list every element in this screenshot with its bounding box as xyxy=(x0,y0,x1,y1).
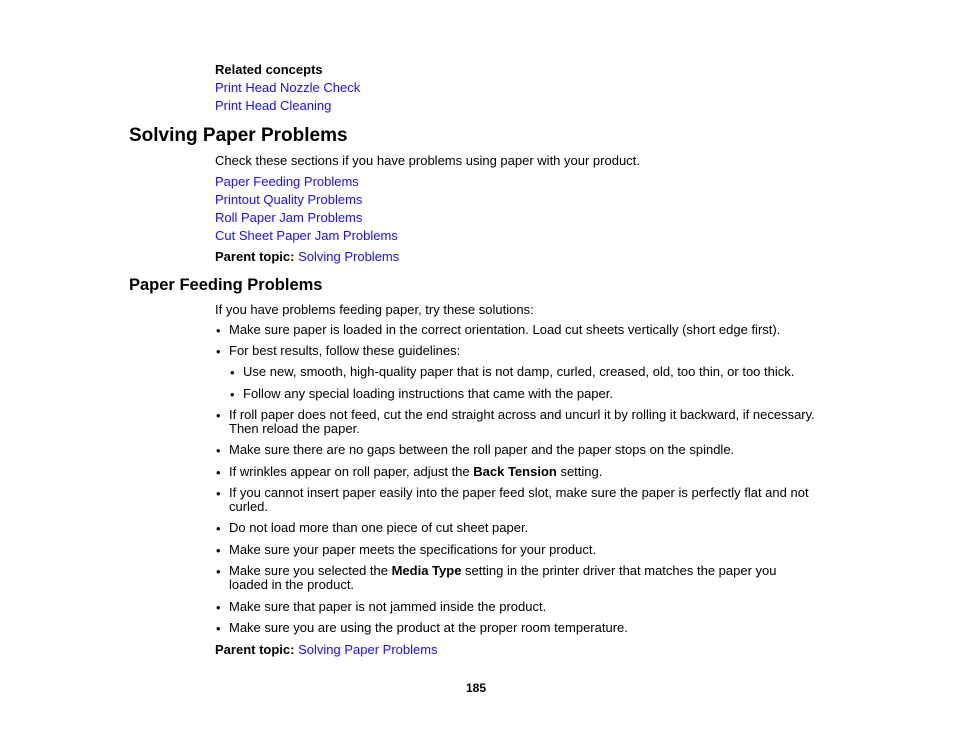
list-item-text: If wrinkles appear on roll paper, adjust the xyxy=(229,464,474,479)
link-print-head-cleaning[interactable]: Print Head Cleaning xyxy=(215,98,332,113)
parent-topic-label: Parent topic: xyxy=(215,249,295,264)
back-tension-term: Back Tension xyxy=(473,464,557,479)
list-item: If you cannot insert paper easily into the paper feed slot, make sure the paper is perfectly flat and not curled. xyxy=(229,485,809,514)
section1-parent-topic xyxy=(215,249,399,264)
bullet-marker: • xyxy=(216,408,221,423)
section2-parent-topic xyxy=(215,642,438,657)
list-item-text: setting in the printer driver that matches the paper you loaded in the product. xyxy=(229,563,777,592)
sub-list-item: Follow any special loading instructions that came with the paper. xyxy=(243,386,613,401)
section-title-paper-feeding-problems: Paper Feeding Problems xyxy=(129,276,323,294)
section2-intro: If you have problems feeding paper, try these solutions: xyxy=(215,302,534,317)
bullet-marker: • xyxy=(216,486,221,501)
bullet-marker: • xyxy=(216,600,221,615)
page-number: 185 xyxy=(466,681,487,695)
bullet-marker: • xyxy=(216,443,221,458)
list-item: Make sure your paper meets the specifications for your product. xyxy=(229,542,597,557)
section-title-solving-paper-problems: Solving Paper Problems xyxy=(129,125,348,146)
list-item: If roll paper does not feed, cut the end straight across and uncurl it by rolling it backward, if necessary. Then reload the paper. xyxy=(229,407,815,436)
link-print-head-nozzle-check[interactable]: Print Head Nozzle Check xyxy=(215,80,361,95)
list-item xyxy=(229,465,829,479)
bullet-marker: • xyxy=(216,621,221,636)
sub-list-item: Use new, smooth, high-quality paper that is not damp, curled, creased, old, too thin, or too thick. xyxy=(243,364,795,379)
list-item: Do not load more than one piece of cut sheet paper. xyxy=(229,520,529,535)
bullet-marker: • xyxy=(216,344,221,359)
sub-bullet-marker: • xyxy=(230,387,235,402)
list-item-text: setting. xyxy=(556,464,603,479)
list-item: For best results, follow these guidelines: xyxy=(229,343,461,358)
media-type-term: Media Type xyxy=(391,563,462,578)
link-solving-paper-problems[interactable]: Solving Paper Problems xyxy=(298,642,438,657)
parent-topic-label: Parent topic: xyxy=(215,642,295,657)
link-printout-quality-problems[interactable]: Printout Quality Problems xyxy=(215,192,363,207)
list-item: Make sure that paper is not jammed inside the product. xyxy=(229,599,547,614)
bullet-marker: • xyxy=(216,465,221,480)
related-concepts-heading: Related concepts xyxy=(215,62,323,77)
link-paper-feeding-problems[interactable]: Paper Feeding Problems xyxy=(215,174,359,189)
bullet-marker: • xyxy=(216,543,221,558)
sub-bullet-marker: • xyxy=(230,365,235,380)
link-solving-problems[interactable]: Solving Problems xyxy=(298,249,400,264)
list-item: Make sure you are using the product at the proper room temperature. xyxy=(229,620,628,635)
bullet-marker: • xyxy=(216,323,221,338)
bullet-marker: • xyxy=(216,564,221,579)
list-item-text: Make sure you selected the xyxy=(229,563,392,578)
list-item xyxy=(229,564,789,592)
bullet-marker: • xyxy=(216,521,221,536)
link-roll-paper-jam-problems[interactable]: Roll Paper Jam Problems xyxy=(215,210,363,225)
section1-intro: Check these sections if you have problems using paper with your product. xyxy=(215,153,640,168)
link-cut-sheet-paper-jam-problems[interactable]: Cut Sheet Paper Jam Problems xyxy=(215,228,398,243)
list-item: Make sure there are no gaps between the roll paper and the paper stops on the spindle. xyxy=(229,442,735,457)
list-item: Make sure paper is loaded in the correct orientation. Load cut sheets vertically (short edge first). xyxy=(229,322,781,337)
